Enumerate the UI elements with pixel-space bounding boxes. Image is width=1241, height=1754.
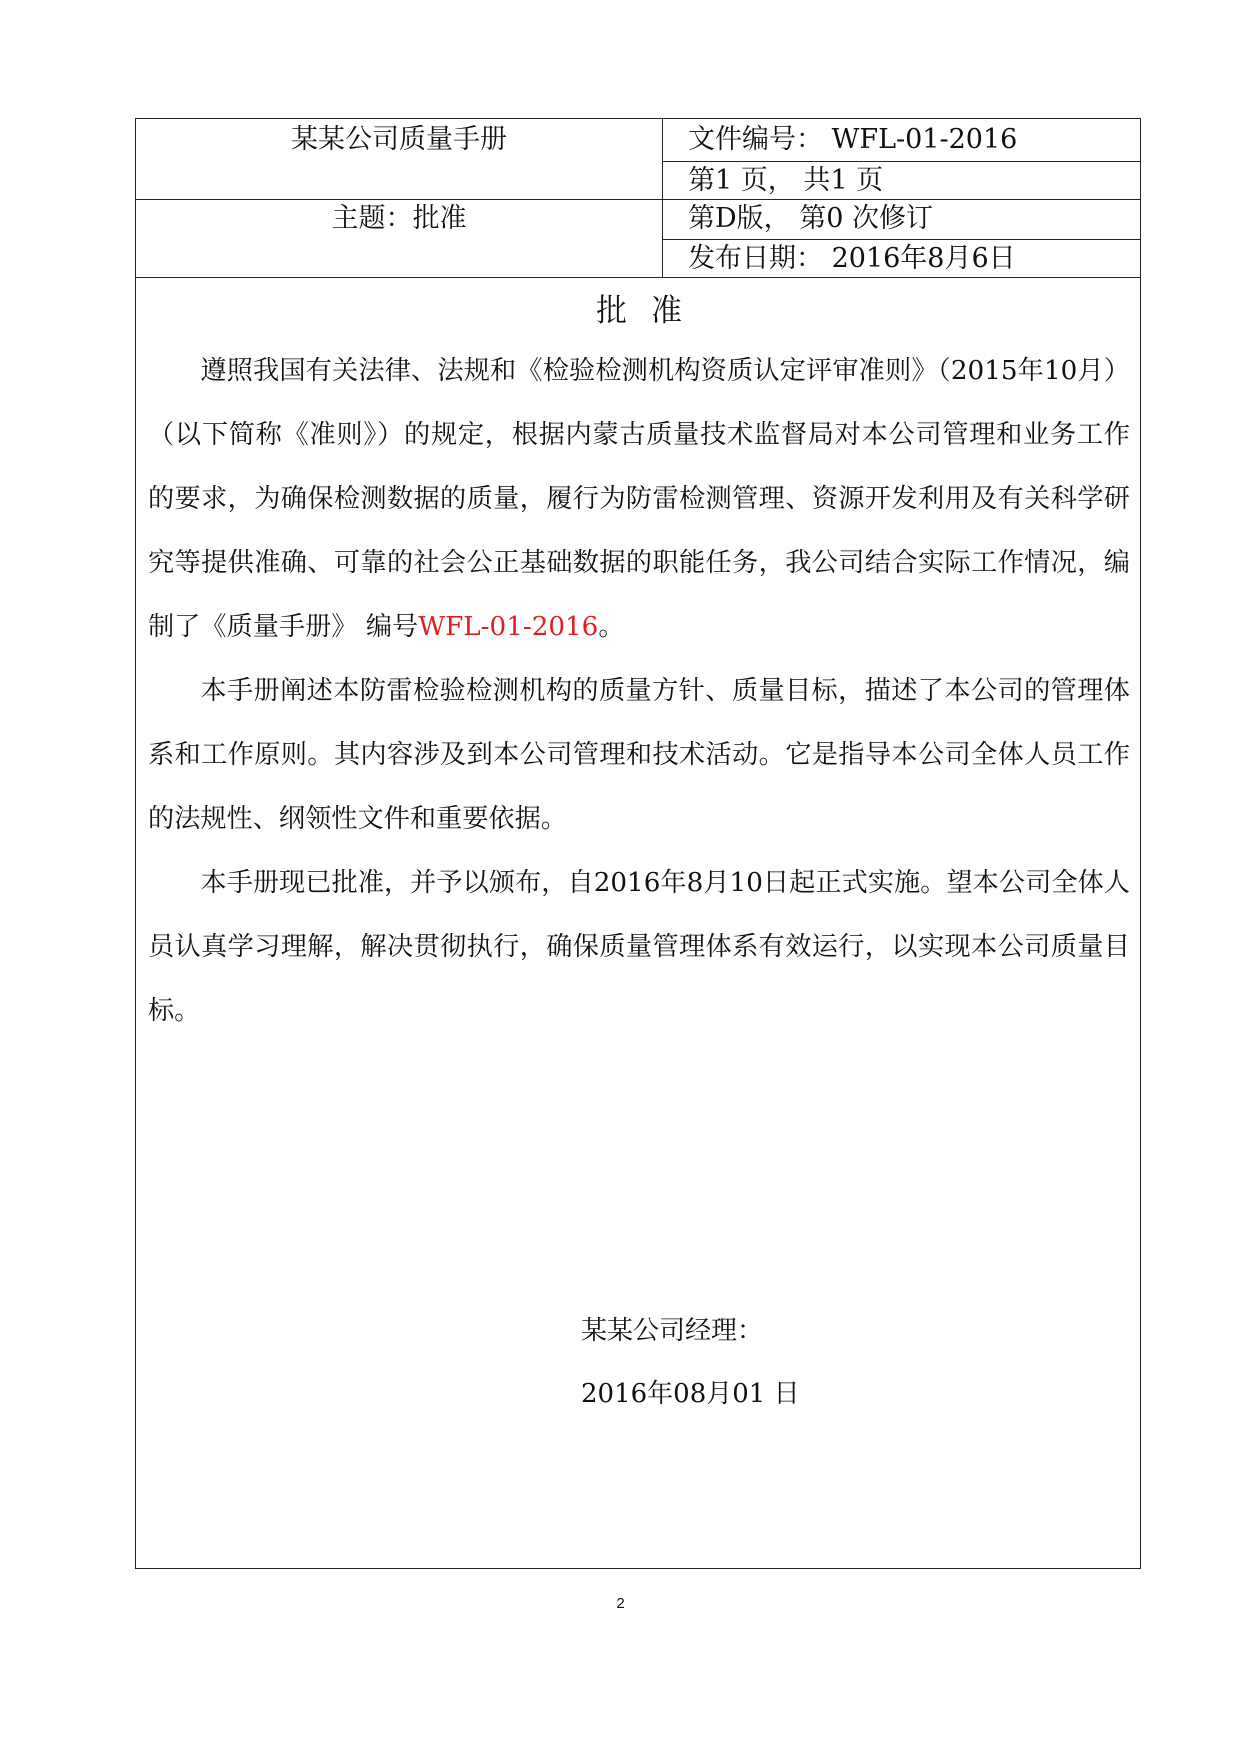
paragraph-1-end: 。 [598,612,625,642]
approval-paragraph-2: 本手册阐述本防雷检验检测机构的质量方针、质量目标，描述了本公司的管理体系和工作原则。其内容涉及到本公司管理和技术活动。它是指导本公司全体人员工作的法规性、纲领性文件和重要依据。 [148,676,1130,834]
subject-label: 主题：批准 [331,203,467,234]
manual-code: WFL-01-2016 [418,612,599,642]
paragraph-1-text: 遵照我国有关法律、法规和《检验检测机构资质认定评审准则》（2015年10月）（以下简称《准则》）的规定，根据内蒙古质量技术监督局对本公司管理和业务工作的要求，为确保检测数据的质量，履行为防雷检测管理、资源开发利用及有关科学研究等提供准确、可靠的社会公正基础数据的职能任务，我公司结合实际工作情况，编制了《质量手册》 编号 [148,356,1130,642]
approval-paragraph-3: 本手册现已批准，并予以颁布，自2016年8月10日起正式实施。望本公司全体人员认真学习理解，解决贯彻执行，确保质量管理体系有效运行，以实现本公司质量目标。 [148,868,1130,1026]
page-number: 2 [616,1595,625,1612]
document-frame [135,118,1141,1569]
approval-body [148,339,1130,1043]
release-date: 发布日期： 2016年8月6日 [688,243,1016,274]
header-column-divider [662,119,663,277]
approval-paragraph-1 [148,339,1130,659]
file-number: 文件编号： WFL-01-2016 [688,124,1018,155]
signature-label: 某某公司经理： [581,1316,764,1346]
signature-date: 2016年08月01 日 [581,1379,800,1409]
company-manual-title: 某某公司质量手册 [291,124,507,155]
approval-title: 批准 [596,293,706,329]
revision-info: 第D版， 第0 次修订 [688,203,933,234]
page-info: 第1 页， 共1 页 [688,165,884,196]
